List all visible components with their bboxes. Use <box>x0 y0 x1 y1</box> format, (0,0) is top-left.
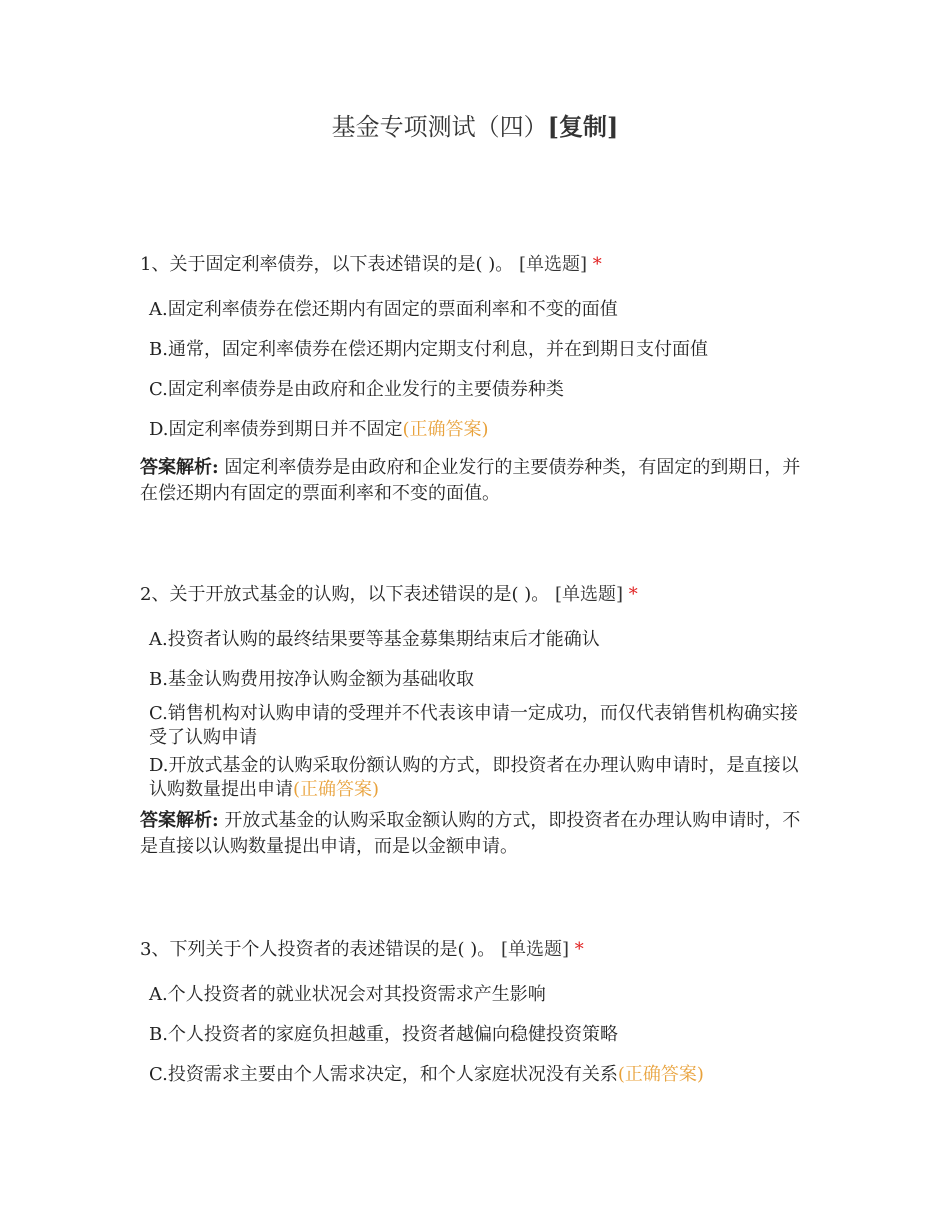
question-text: 3、下列关于个人投资者的表述错误的是( )。 <box>140 939 496 960</box>
required-star: * <box>592 254 602 275</box>
analysis-text: 开放式基金的认购采取金额认购的方式，即投资者在办理认购申请时，不是直接以认购数量提出申请，而是以金额申请。 <box>140 810 801 857</box>
question-type-tag: [单选题] <box>554 584 623 605</box>
correct-answer-tag: (正确答案) <box>293 779 380 800</box>
option-b: B.基金认购费用按净认购金额为基础收取 <box>149 669 474 690</box>
question-stem <box>140 937 812 963</box>
question-text: 1、关于固定利率债券，以下表述错误的是( )。 <box>140 254 514 275</box>
option-c <box>149 1063 812 1087</box>
option-d <box>149 418 812 442</box>
question-stem <box>140 252 812 278</box>
question-type-tag: [单选题] <box>518 254 587 275</box>
page-title-suffix: [复制] <box>547 112 619 141</box>
option-b: B.通常，固定利率债券在偿还期内定期支付利息，并在到期日支付面值 <box>149 339 708 360</box>
option-c: C.销售机构对认购申请的受理并不代表该申请一定成功，而仅代表销售机构确实接受了认购申请 <box>149 703 798 748</box>
required-star: * <box>574 939 584 960</box>
option-d-text: D.固定利率债券到期日并不固定 <box>149 419 403 440</box>
page-title <box>0 112 950 142</box>
option-d <box>149 754 812 802</box>
question-1 <box>140 252 812 507</box>
required-star: * <box>628 584 638 605</box>
option-d-text: D.开放式基金的认购采取份额认购的方式，即投资者在办理认购申请时，是直接以认购数量提出申请 <box>149 755 799 800</box>
question-stem <box>140 582 812 608</box>
option-b: B.个人投资者的家庭负担越重，投资者越偏向稳健投资策略 <box>149 1024 618 1045</box>
question-type-tag: [单选题] <box>500 939 569 960</box>
question-2 <box>140 582 812 860</box>
page-title-main: 基金专项测试（四） <box>331 113 548 141</box>
option-a: A.固定利率债券在偿还期内有固定的票面利率和不变的面值 <box>149 299 618 320</box>
option-a: A.投资者认购的最终结果要等基金募集期结束后才能确认 <box>149 629 600 650</box>
answer-analysis <box>140 808 812 860</box>
correct-answer-tag: (正确答案) <box>402 419 489 440</box>
option-c-text: C.投资需求主要由个人需求决定，和个人家庭状况没有关系 <box>149 1064 618 1085</box>
question-text: 2、关于开放式基金的认购，以下表述错误的是( )。 <box>140 584 550 605</box>
question-3 <box>140 937 812 1087</box>
answer-analysis <box>140 455 812 507</box>
analysis-label: 答案解析: <box>140 457 219 478</box>
correct-answer-tag: (正确答案) <box>617 1064 704 1085</box>
analysis-text: 固定利率债券是由政府和企业发行的主要债券种类，有固定的到期日，并在偿还期内有固定的票面利率和不变的面值。 <box>140 457 801 504</box>
option-c: C.固定利率债券是由政府和企业发行的主要债券种类 <box>149 379 564 400</box>
option-a: A.个人投资者的就业状况会对其投资需求产生影响 <box>149 984 546 1005</box>
analysis-label: 答案解析: <box>140 810 219 831</box>
